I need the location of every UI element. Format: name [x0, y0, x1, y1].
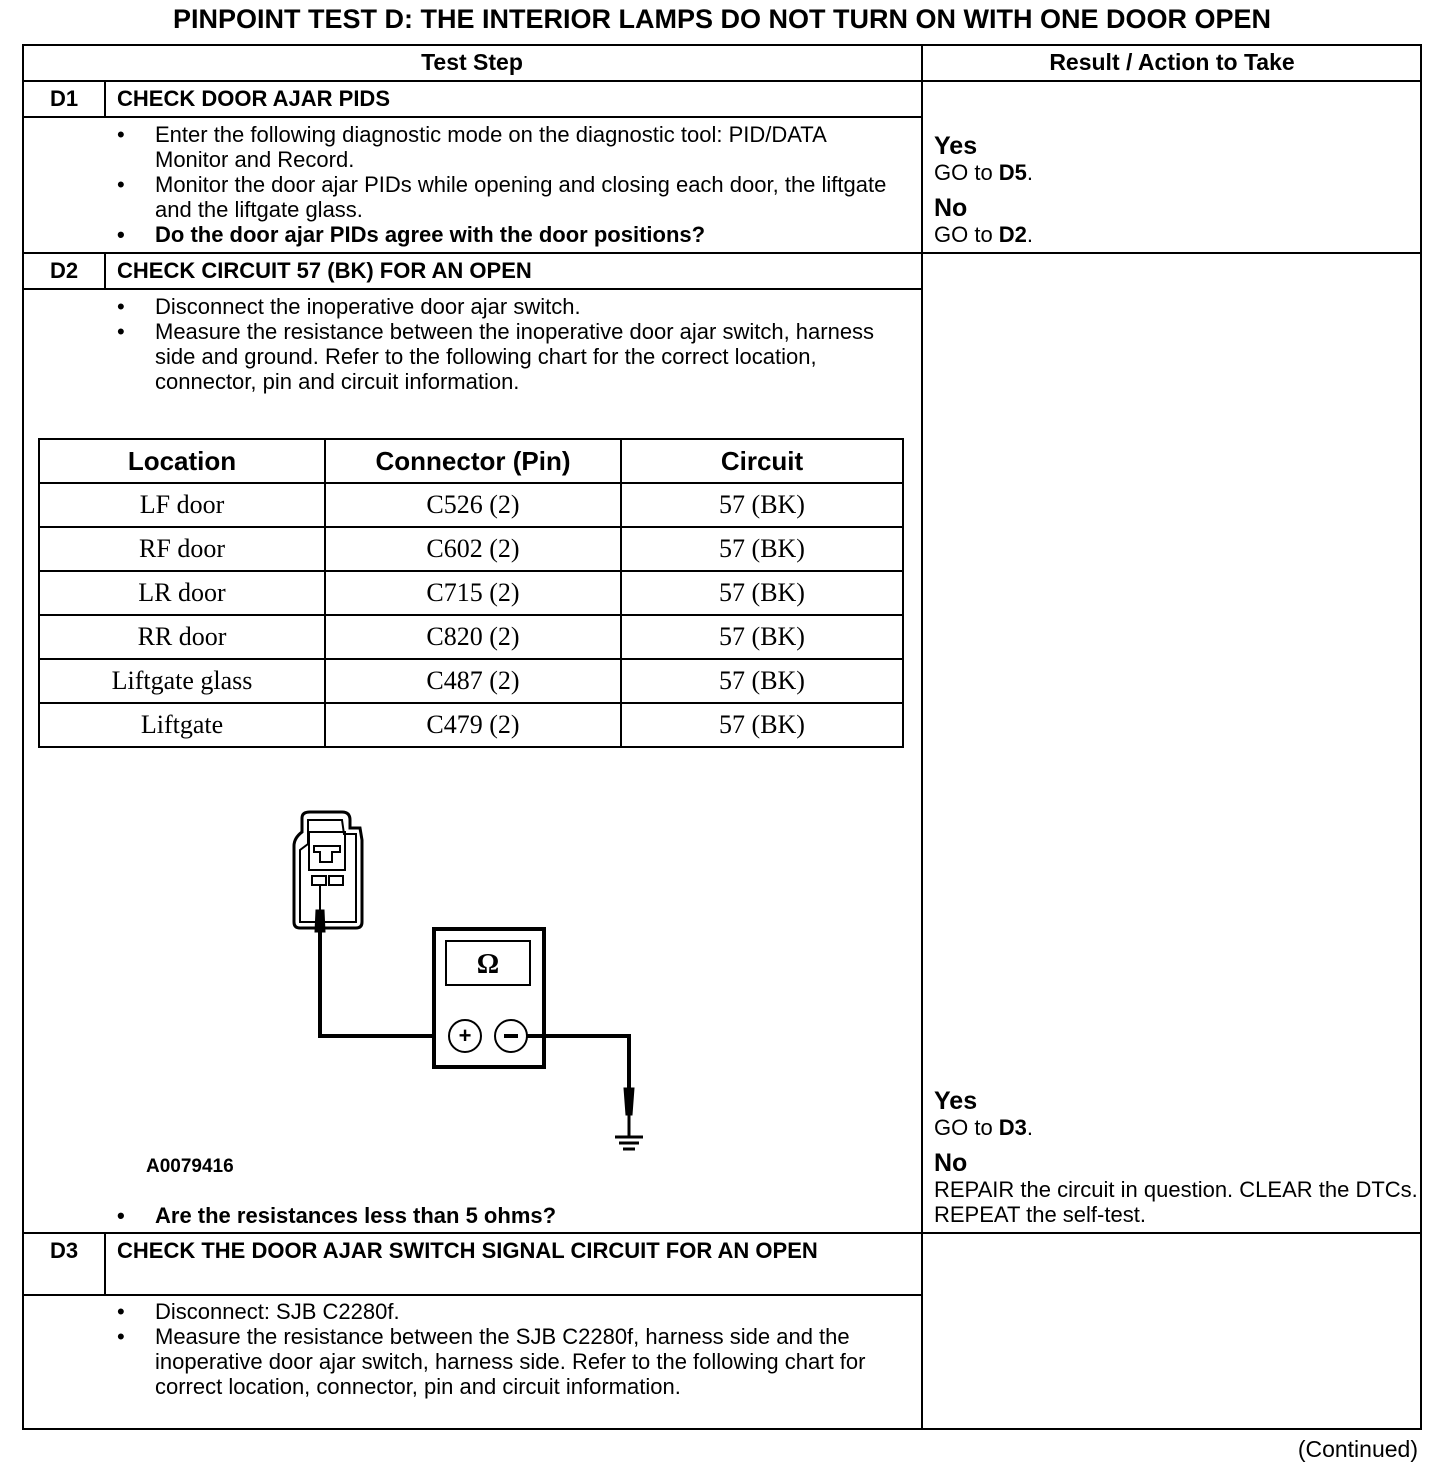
cell: C820 (2) — [325, 615, 621, 659]
col-location: Location — [39, 439, 325, 483]
cell: 57 (BK) — [621, 483, 903, 527]
no-label: No — [934, 194, 968, 222]
col-circuit: Circuit — [621, 439, 903, 483]
step-title: CHECK CIRCUIT 57 (BK) FOR AN OPEN — [117, 258, 532, 283]
step-title: CHECK THE DOOR AJAR SWITCH SIGNAL CIRCUIT FOR AN OPEN — [117, 1238, 818, 1263]
chart-header-row — [39, 439, 903, 483]
step-instructions — [117, 294, 897, 394]
step-instructions — [117, 1299, 877, 1399]
page-title: PINPOINT TEST D: THE INTERIOR LAMPS DO NOT TURN ON WITH ONE DOOR OPEN — [172, 4, 1271, 34]
step-number: D3 — [49, 1238, 79, 1263]
cell: C715 (2) — [325, 571, 621, 615]
step-instructions — [117, 122, 897, 247]
header-result: Result / Action to Take — [1049, 49, 1295, 75]
question: • Do the door ajar PIDs agree with the door positions? — [117, 222, 897, 247]
yes-label: Yes — [934, 1087, 978, 1115]
divider — [104, 1232, 106, 1295]
punct: . — [1026, 1115, 1034, 1140]
instruction: • Disconnect: SJB C2280f. — [117, 1299, 877, 1324]
go-to-link[interactable]: D2 — [998, 222, 1027, 247]
divider — [22, 252, 1422, 254]
action-text: REPAIR the circuit in question. CLEAR the DTCs. REPEAT the self-test. — [934, 1177, 1418, 1227]
divider — [104, 252, 106, 289]
connector-chart — [38, 438, 904, 748]
action-text: GO to — [934, 160, 999, 185]
divider — [22, 1294, 922, 1296]
ohmmeter-diagram — [280, 810, 660, 1190]
table-row — [39, 615, 903, 659]
figure-id: A0079416 — [146, 1156, 234, 1177]
cell: 57 (BK) — [621, 527, 903, 571]
cell: Liftgate — [39, 703, 325, 747]
divider — [22, 116, 922, 118]
step-question — [117, 1203, 897, 1228]
cell: 57 (BK) — [621, 571, 903, 615]
cell: LF door — [39, 483, 325, 527]
yes-label: Yes — [934, 132, 978, 160]
step-title: CHECK DOOR AJAR PIDS — [117, 86, 390, 111]
instruction: • Disconnect the inoperative door ajar switch. — [117, 294, 897, 319]
instruction: • Enter the following diagnostic mode on the diagnostic tool: PID/DATA Monitor and Record. — [117, 122, 897, 172]
table-row — [39, 571, 903, 615]
table-row — [39, 483, 903, 527]
step-number: D1 — [49, 86, 79, 111]
divider — [921, 44, 923, 1430]
table-row — [39, 527, 903, 571]
divider — [104, 80, 106, 117]
ground-icon — [615, 1137, 643, 1149]
cell: 57 (BK) — [621, 615, 903, 659]
test-lead-positive — [315, 885, 449, 1036]
divider — [22, 1232, 1422, 1234]
divider — [22, 288, 922, 290]
action-text: GO to — [934, 1115, 999, 1140]
cell: RR door — [39, 615, 325, 659]
connector-icon — [294, 812, 362, 928]
cell: 57 (BK) — [621, 703, 903, 747]
cell: C479 (2) — [325, 703, 621, 747]
divider — [22, 80, 1422, 82]
col-connector: Connector (Pin) — [325, 439, 621, 483]
cell: RF door — [39, 527, 325, 571]
question: • Are the resistances less than 5 ohms? — [117, 1203, 897, 1228]
instruction: • Measure the resistance between the inoperative door ajar switch, harness side and ground. Refer to the following chart for the correct location, connector, pin and circuit information. — [117, 319, 897, 394]
ohmmeter-icon — [434, 929, 544, 1067]
cell: Liftgate glass — [39, 659, 325, 703]
go-to-link[interactable]: D3 — [998, 1115, 1027, 1140]
cell: C526 (2) — [325, 483, 621, 527]
result-d2 — [934, 1088, 1420, 1227]
no-label: No — [934, 1149, 968, 1177]
cell: C602 (2) — [325, 527, 621, 571]
result-d1 — [934, 133, 1033, 247]
table-row — [39, 703, 903, 747]
punct: . — [1026, 160, 1034, 185]
punct: . — [1026, 222, 1034, 247]
go-to-link[interactable]: D5 — [998, 160, 1027, 185]
instruction: • Monitor the door ajar PIDs while opening and closing each door, the liftgate and the liftgate glass. — [117, 172, 897, 222]
table-row — [39, 659, 903, 703]
svg-text:+: + — [458, 1023, 472, 1048]
continued-note: (Continued) — [1297, 1436, 1418, 1462]
instruction: • Measure the resistance between the SJB C2280f, harness side and the inoperative door ajar switch, harness side. Refer to the following chart for correct location, connector, pin and circuit information. — [117, 1324, 877, 1399]
action-text: GO to — [934, 222, 999, 247]
step-number: D2 — [49, 258, 79, 283]
ohm-symbol: Ω — [476, 949, 500, 980]
cell: C487 (2) — [325, 659, 621, 703]
header-test-step: Test Step — [421, 49, 523, 75]
cell: LR door — [39, 571, 325, 615]
cell: 57 (BK) — [621, 659, 903, 703]
